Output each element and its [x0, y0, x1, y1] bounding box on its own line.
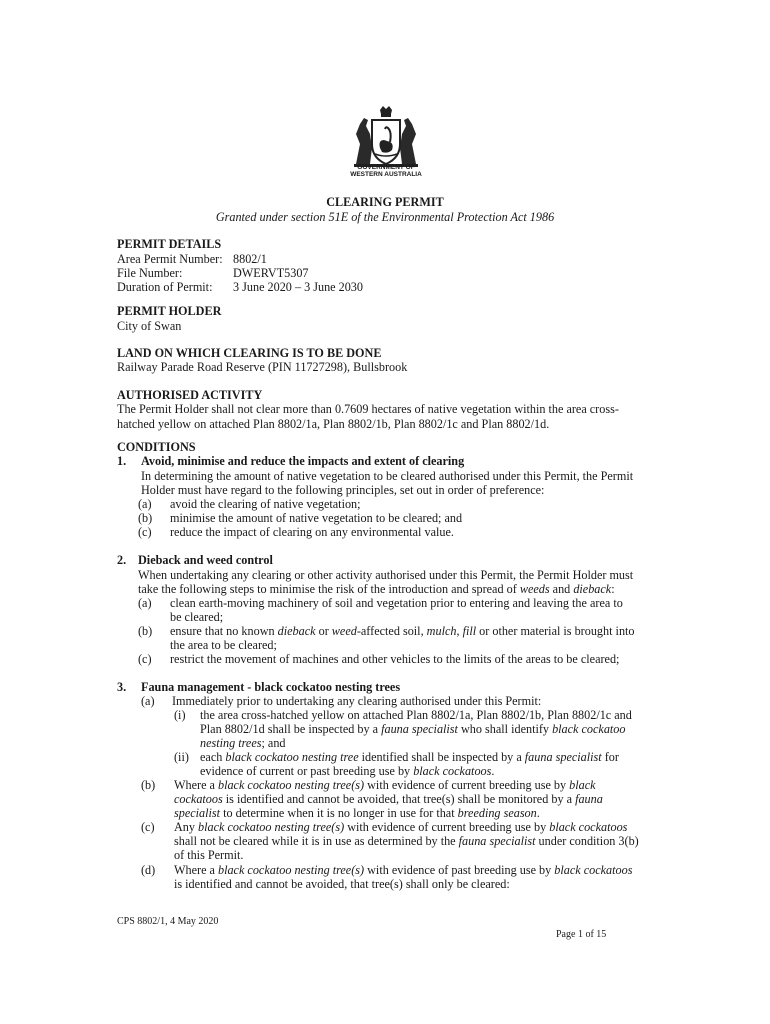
condition-3a-i-line-2: Plan 8802/1d shall be inspected by a fauna specialist who shall identify black cockatoo — [200, 722, 626, 736]
condition-1-line-2: Holder must have regard to the following principles, set out in order of preference: — [141, 483, 545, 497]
condition-2b-line-2: the area to be cleared; — [170, 638, 277, 652]
condition-3c-line-2: shall not be cleared while it is in use as determined by the fauna specialist under condition 3(b) — [174, 834, 639, 848]
condition-2c-line-1: restrict the movement of machines and other vehicles to the limits of the areas to be cleared; — [170, 652, 620, 666]
condition-2-line-2: take the following steps to minimise the risk of the introduction and spread of weeds and dieback: — [138, 582, 615, 596]
permit-number-label: Area Permit Number: — [117, 252, 223, 266]
condition-3c-line-3: of this Permit. — [174, 848, 244, 862]
condition-3a-i-line-1: the area cross-hatched yellow on attached Plan 8802/1a, Plan 8802/1b, Plan 8802/1c and — [200, 708, 632, 722]
condition-3d-label: (d) — [141, 863, 156, 877]
condition-1b-text: minimise the amount of native vegetation to be cleared; and — [170, 511, 463, 525]
duration-value: 3 June 2020 – 3 June 2030 — [233, 280, 363, 294]
file-number-value: DWERVT5307 — [233, 266, 309, 280]
condition-3a-ii-line-1: each black cockatoo nesting tree identified shall be inspected by a fauna specialist for — [200, 750, 619, 764]
condition-3a-label: (a) — [141, 694, 155, 708]
condition-1-number: 1. — [117, 454, 127, 468]
file-number-label: File Number: — [117, 266, 183, 280]
condition-3a-i-line-3: nesting trees; and — [200, 736, 286, 750]
condition-3b-line-2: cockatoos is identified and cannot be avoided, that tree(s) shall be monitored by a fauna — [174, 792, 603, 806]
condition-3a-ii-line-2: evidence of current or past breeding use by black cockatoos. — [200, 764, 495, 778]
condition-1c-text: reduce the impact of clearing on any environmental value. — [170, 525, 454, 539]
condition-2-title: Dieback and weed control — [138, 553, 273, 567]
condition-2a-label: (a) — [138, 596, 152, 610]
coat-of-arms-icon — [350, 104, 422, 168]
condition-3-title: Fauna management - black cockatoo nesting trees — [141, 680, 401, 694]
condition-2a-line-2: be cleared; — [170, 610, 224, 624]
page-number: Page 1 of 15 — [556, 929, 607, 940]
conditions-heading: CONDITIONS — [117, 440, 196, 454]
condition-2b-label: (b) — [138, 624, 153, 638]
condition-3c-line-1: Any black cockatoo nesting tree(s) with evidence of current breeding use by black cockatoos — [174, 820, 628, 834]
logo-line-2: WESTERN AUSTRALIA — [350, 171, 422, 178]
activity-heading: AUTHORISED ACTIVITY — [117, 388, 263, 402]
condition-3c-label: (c) — [141, 820, 155, 834]
condition-2c-label: (c) — [138, 652, 152, 666]
condition-2-number: 2. — [117, 553, 127, 567]
document-subtitle: Granted under section 51E of the Environmental Protection Act 1986 — [215, 210, 555, 224]
condition-2a-line-1: clean earth-moving machinery of soil and vegetation prior to entering and leaving the area to — [170, 596, 623, 610]
condition-1a-text: avoid the clearing of native vegetation; — [170, 497, 361, 511]
condition-3d-line-2: is identified and cannot be avoided, that tree(s) shall only be cleared: — [174, 877, 510, 891]
permit-holder-heading: PERMIT HOLDER — [117, 304, 222, 318]
condition-3-number: 3. — [117, 680, 127, 694]
land-heading: LAND ON WHICH CLEARING IS TO BE DONE — [117, 346, 382, 360]
condition-2-line-1: When undertaking any clearing or other activity authorised under this Permit, the Permit Holder must — [138, 568, 634, 582]
condition-3b-line-1: Where a black cockatoo nesting tree(s) with evidence of current breeding use by black — [174, 778, 596, 792]
permit-number-value: 8802/1 — [233, 252, 267, 266]
wa-government-crest-logo — [350, 104, 422, 182]
activity-line-2: hatched yellow on attached Plan 8802/1a, Plan 8802/1b, Plan 8802/1c and Plan 8802/1d. — [117, 417, 550, 431]
condition-1b-label: (b) — [138, 511, 153, 525]
condition-1-line-1: In determining the amount of native vegetation to be cleared authorised under this Permit, the Permit — [141, 469, 634, 483]
permit-holder-value: City of Swan — [117, 319, 182, 333]
condition-3d-line-1: Where a black cockatoo nesting tree(s) with evidence of past breeding use by black cockatoos — [174, 863, 633, 877]
logo-line-1: GOVERNMENT OF — [357, 164, 415, 171]
permit-details-heading: PERMIT DETAILS — [117, 237, 222, 251]
condition-1-title: Avoid, minimise and reduce the impacts and extent of clearing — [141, 454, 465, 468]
condition-3a-i-label: (i) — [174, 708, 186, 722]
condition-3a-ii-label: (ii) — [174, 750, 189, 764]
duration-label: Duration of Permit: — [117, 280, 213, 294]
document-title: CLEARING PERMIT — [326, 195, 444, 209]
condition-1c-label: (c) — [138, 525, 152, 539]
footer-reference: CPS 8802/1, 4 May 2020 — [117, 916, 219, 927]
activity-line-1: The Permit Holder shall not clear more than 0.7609 hectares of native vegetation within the area cross- — [117, 402, 619, 416]
condition-1a-label: (a) — [138, 497, 152, 511]
condition-2b-line-1: ensure that no known dieback or weed-affected soil, mulch, fill or other material is brought into — [170, 624, 635, 638]
condition-3b-line-3: specialist to determine when it is no longer in use for that breeding season. — [174, 806, 540, 820]
land-value: Railway Parade Road Reserve (PIN 11727298), Bullsbrook — [117, 360, 408, 374]
condition-3a-text: Immediately prior to undertaking any clearing authorised under this Permit: — [172, 694, 542, 708]
condition-3b-label: (b) — [141, 778, 156, 792]
